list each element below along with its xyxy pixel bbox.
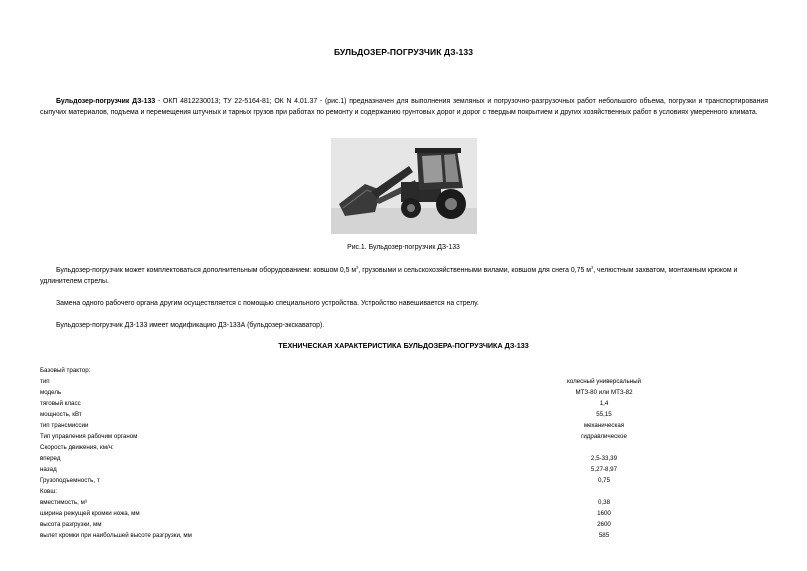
spec-label: тип	[40, 378, 50, 385]
spec-value: 1600	[597, 510, 611, 517]
spec-row	[40, 387, 768, 398]
spec-row	[40, 376, 768, 387]
spec-label: назад	[40, 466, 57, 473]
spec-value: 2600	[597, 521, 611, 528]
intro-bold-term: Бульдозер-погрузчик ДЗ-133	[56, 98, 156, 105]
intro-paragraph	[40, 96, 768, 118]
spec-row	[40, 508, 768, 519]
spec-label: Базовый трактор:	[40, 367, 91, 374]
spec-label: вместимость, м³	[40, 499, 87, 506]
cubic-superscript: 3	[356, 264, 359, 270]
spec-label: Грузоподъемность, т	[40, 477, 100, 484]
spec-label: вылет кромки при наибольшей высоте разгрузки, мм	[40, 532, 192, 539]
spec-value: колесный универсальный	[566, 378, 642, 385]
spec-row	[40, 431, 768, 442]
spec-label: Скорость движения, км/ч:	[40, 444, 114, 451]
spec-row	[40, 420, 768, 431]
replacement-paragraph: Замена одного рабочего органа другим осуществляется с помощью специального устройства. Устройство навешивается на стрелу.	[56, 300, 479, 307]
spec-value: 5,27-8,97	[590, 466, 618, 473]
spec-row	[40, 365, 768, 376]
spec-label: ширина режущей кромки ножа, мм	[40, 510, 140, 517]
spec-label: модель	[40, 389, 62, 396]
spec-row	[40, 409, 768, 420]
spec-value: 0,38	[597, 499, 611, 506]
bulldozer-loader-illustration	[331, 138, 477, 234]
spec-row	[40, 519, 768, 530]
spec-row	[40, 530, 768, 541]
spec-label: Тип управления рабочим органом	[40, 433, 138, 440]
spec-label: тип трансмиссии	[40, 422, 89, 429]
intro-text: - ОКП 4812230013; ТУ 22-5164-81; ОК N 4.01.37 - (рис.1) предназначен для выполнения земляных и погрузочно-разгрузочных работ небольшого объема, погрузки и транспортирования сыпучих материалов, подъема и перемещения штучных и тарных грузов при работах по ремонту и содержанию грунтовых дорог и дорог с твердым покрытием и других хозяйственных работ в условиях умеренного климата.	[40, 98, 768, 116]
spec-label: Ковш:	[40, 488, 58, 495]
spec-row	[40, 464, 768, 475]
spec-value: механическая	[583, 422, 625, 429]
spec-label: мощность, кВт	[40, 411, 82, 418]
equipment-text-a: Бульдозер-погрузчик может комплектоваться дополнительным оборудованием: ковшом 0,5 м	[56, 267, 357, 274]
spec-row	[40, 442, 768, 453]
cubic-superscript: 3	[590, 264, 594, 270]
spec-value: 0,75	[597, 477, 611, 484]
bulldozer-loader-photo	[331, 138, 477, 234]
spec-value: МТЗ-80 или МТЗ-82	[575, 389, 633, 396]
spec-value: 2,5-33,39	[590, 455, 618, 462]
equipment-text-b: , грузовыми и сельскохозяйственными вилами, ковшом для снега 0,75 м	[358, 267, 591, 274]
figure-caption: Рис.1. Бульдозер-погрузчик ДЗ-133	[347, 244, 460, 251]
spec-row	[40, 475, 768, 486]
spec-row	[40, 453, 768, 464]
spec-value: 1,4	[599, 400, 609, 407]
equipment-paragraph	[40, 265, 768, 287]
spec-row	[40, 398, 768, 409]
spec-row	[40, 497, 768, 508]
spec-title: ТЕХНИЧЕСКАЯ ХАРАКТЕРИСТИКА БУЛЬДОЗЕРА-ПОГРУЗЧИКА ДЗ-133	[278, 341, 529, 350]
spec-table	[40, 365, 768, 541]
spec-row	[40, 486, 768, 497]
spec-label: высота разгрузки, мм	[40, 521, 102, 528]
spec-label: вперед	[40, 455, 61, 462]
modification-paragraph: Бульдозер-погрузчик ДЗ-133 имеет модификацию ДЗ-133А (бульдозер-экскаватор).	[56, 322, 325, 329]
spec-value: 585	[598, 532, 610, 539]
spec-value: 55,15	[596, 411, 612, 418]
spec-label: тяговый класс	[40, 400, 81, 407]
equipment-text-c: , челюстным захватом, монтажным крюком и удлинителем стрелы.	[40, 267, 738, 285]
document-title: БУЛЬДОЗЕР-ПОГРУЗЧИК ДЗ-133	[333, 47, 474, 57]
spec-value: гидравлическое	[581, 433, 627, 440]
